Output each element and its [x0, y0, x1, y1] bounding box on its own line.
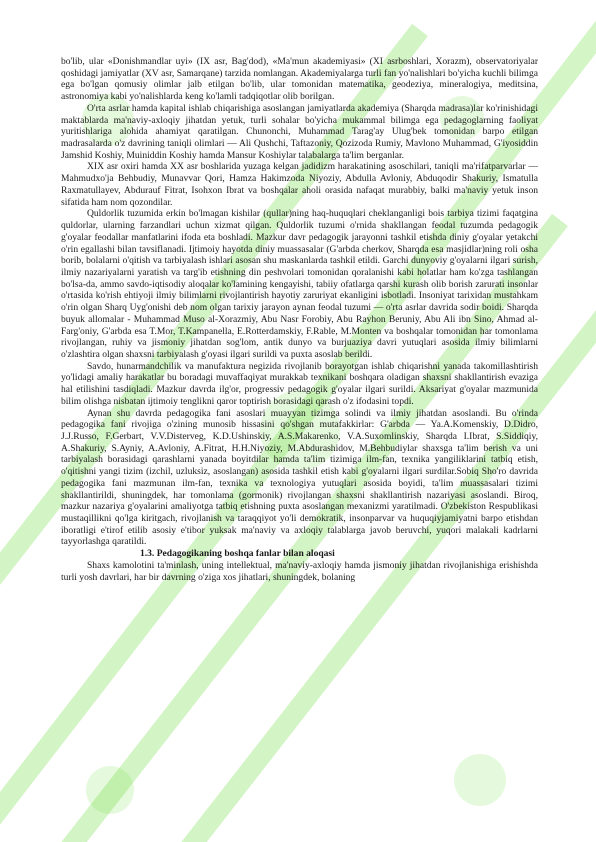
paragraph-5: Savdo, hunarmandchilik va manufaktura negizida rivojlanib borayotgan ishlab chiqarishni yanada takomillashtirish yo'lidagi amaliy harakatlar bu boradagi muvaffaqiyat murakkab texnikani boshqara oladigan shaxsni shakllantirish evaziga hal etilishini tasdiqladi. Mazkur davrda ilg'or, progressiv pedagogik g'oyalar ilgari surildi. Aksariyat g'oyalar mazmunida bilim olishga nisbatan ijtimoiy tenglikni qaror toptirish borasidagi qarash o'z ifodasini topdi. [61, 360, 538, 407]
paragraph-2: O'rta asrlar hamda kapital ishlab chiqarishiga asoslangan jamiyatlarda akademiya (Sharqda madrasa)lar ko'rinishidagi maktablarda ma'naviy-axloqiy jihatdan yetuk, turli sohalar bo'yicha mukammal bilimga ega pedagoglarning faoliyat yuritishlariga alohida ahamiyat qaratilgan. Chunonchi, Muhammad Tarag'ay Ulug'bek tomonidan barpo etilgan madrasalarda o'z davrining taniqli olimlari — Ali Qushchi, Taftazoniy, Qozizoda Rumiy, Mavlono Muhammad, G'iyosiddin Jamshid Koshiy, Muiniddin Koshiy hamda Mansur Koshiylar talabalarga ta'lim berganlar. [61, 102, 538, 161]
paragraph-4: Quldorlik tuzumida erkin bo'lmagan kishilar (qullar)ning haq-huquqlari cheklanganligi bois tarbiya tizimi faqatgina quldorlar, ularning farzandlari uchun xizmat qilgan. Quldorlik tuzumi o'rnida shakllangan feodal tuzumda pedagogik g'oyalar feodallar manfatlarini ifoda eta boshladi. Mazkur davr pedagogik jarayonni tashkil etishda diniy g'oyalar yetakchi o'rin egallashi bilan tavsiflanadi. Ijtimoiy hayotda diniy muassasalar (G'arbda cherkov, Sharqda esa masjidlar)ning roli osha borib, bolalarni o'qitish va tarbiyalash ishlari asosan shu maskanlarda tashkil etildi. Garchi dunyoviy g'oyalarni ilgari surish, ilmiy nazariyalarni yaratish va targ'ib etishning din peshvolari tomonidan qoralanishi kabi holatlar ham ko'zga tashlangan bo'lsa-da, ammo savdo-iqtisodiy aloqalar ko'lamining kengayishi, tabiiy ofatlarga qarshi kurash olib borish zarurati insonlar o'rtasida ko'rish ehtiyoji ilmiy bilimlarni rivojlantirish hayotiy zaruriyat ekanligini isbotladi. Insoniyat tarixidan mustahkam o'rin olgan Sharq Uyg'onishi deb nom olgan tarixiy jarayon aynan feodal tuzumi — o'rta asrlar davrida sodir boidi. Sharqda buyuk allomalar - Muhammad Muso al-Xorazmiy, Abu Nasr Forobiy, Abu Rayhon Beruniy, Abu Ali ibn Sino, Ahmad al-Farg'oniy, G'arbda esa T.Mor, T.Kampanella, E.Rotterdamskiy, F.Rable, M.Monten va boshqalar tomonidan har tomonlama rivojlangan, ruhiy va jismoniy jihatdan sog'lom, antik dunyo va burjuaziya davri yutuqlari asosida ilmiy bilimlarni o'zlashtira olgan shaxsni tarbiyalash g'oyasi ilgari surildi va puxta asoslab berildi. [61, 208, 538, 360]
watermark-dot [86, 766, 134, 814]
watermark-dot [454, 754, 506, 806]
paragraph-6: Aynan shu davrda pedagogika fani asoslari muayyan tizimga solindi va ilmiy jihatdan asoslandi. Bu o'rinda pedagogika fani rivojiga o'zining munosib hissasini qo'shgan mutafakkirlar: G'arbda — Ya.A.Komenskiy, D.Didro, J.J.Russo, F.Gerbart, V.V.Disterveg, K.D.Ushinskiy, A.S.Makarenko, V.A.Suxomlinskiy, Sharqda I.Ibrat, S.Siddiqiy, A.Shakuriy, S.Ayniy, A.Avloniy, A.Fitrat, H.H.Niyoziy, M.Abdurashidov, M.Behbudiylar shaxsga ta'lim berish va uni tarbiyalash borasidagi qarashlarni yanada boyitdilar hamda ta'lim tizimiga ilm-fan, texnika yangiliklarini tatbiq etish, o'qitishni yangi tizim (izchil, uzluksiz, asoslangan) asosida tashkil etish kabi g'oyalarni ilgari surdilar.Sobiq Sho'ro davrida pedagogika fani mazmunan ilm-fan, texnika va texnologiya yutuqlari asosida boyidi, ta'lim muassasalari tizimi shakllantirildi, shuningdek, har tomonlama (gormonik) rivojlangan shaxsni shakllantirish nazariyasi asoslandi. Biroq, mazkur nazariya g'oyalarini amaliyotga tatbiq etishning puxta asoslangan mexanizmi yaratilmadi. O'zbekiston Respublikasi mustaqillikni qo'lga kiritgach, rivojlanish va taraqqiyot yo'li demokratik, insonparvar va huquqiyjamiyatni barpo etishdan iboratligi e'tirof etilib asosiy e'tibor yuksak ma'naviy va axloqiy talablarga javob beruvchi, yuqori malakali kadrlarni tayyorlashga qaratildi. [61, 407, 538, 548]
paragraph-3: XIX asr oxiri hamda XX asr boshlarida yuzaga kelgan jadidizm harakatining asoschilari, taniqli ma'rifatparvarlar — Mahmudxo'ja Behbudiy, Munavvar Qori, Hamza Hakimzoda Niyoziy, Abdulla Avloniy, Abduqodir Shakuriy, Ismatulla Raxmatullayev, Abdurauf Fitrat, Isohxon Ibrat va boshqalar aholi orasida nafaqat murabbiy, balki ma'naviy yetuk inson sifatida ham nom qozondilar. [61, 161, 538, 208]
paragraph-7: Shaxs kamolotini ta'minlash, uning intellektual, ma'naviy-axloqiy hamda jismoniy jihatdan rivojlanishiga erishishda turli yosh davrlari, har bir davrning o'ziga xos jihatlari, shuningdek, bolaning [61, 559, 538, 583]
document-page [61, 56, 538, 583]
section-heading: 1.3. Pedagogikaning boshqa fanlar bilan aloqasi [140, 548, 335, 560]
paragraph-1: bo'lib, ular «Donishmandlar uyi» (IX asr, Bag'dod), «Ma'mun akademiyasi» (XI asrboshlari, Xorazm), observatoriyalar qoshidagi jamiyatlar (XV asr, Samarqane) tarzida nomlangan. Akademiyalarga turli fan yo'nalishlari bo'yicha kuchli bilimga ega bo'lgan qomusiy olimlar jalb etilgan bo'lib, ular tomonidan matematika, geodeziya, mineralogiya, meditsina, astronomiya kabi yo'nalishlarda keng ko'lamli tadqiqotlar olib borilgan. [61, 56, 538, 103]
